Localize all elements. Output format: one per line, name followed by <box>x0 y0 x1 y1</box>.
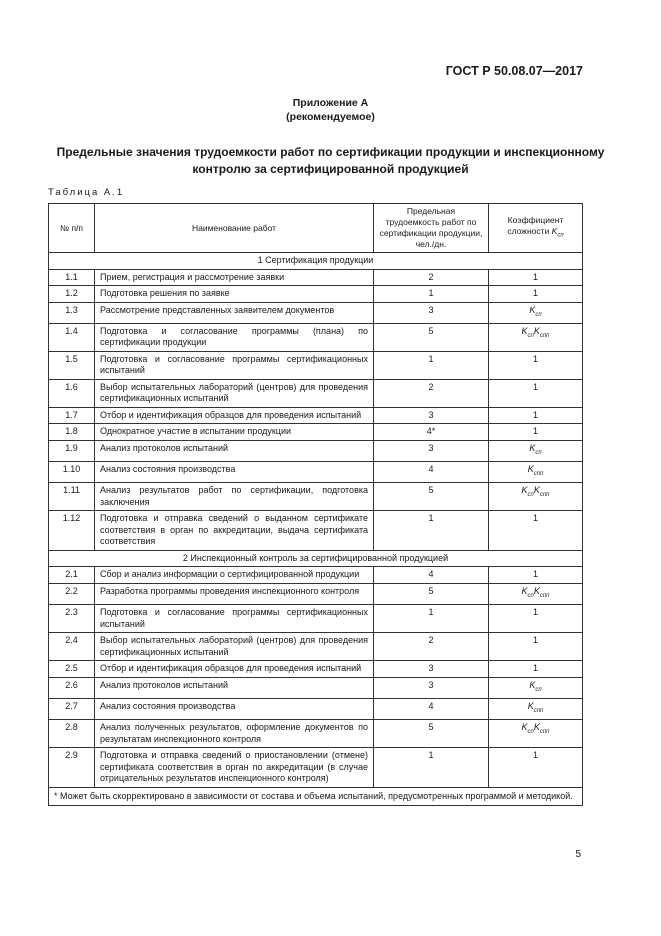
coefficient-subscript: сп <box>527 729 534 736</box>
coefficient-symbol <box>521 722 534 736</box>
table-row <box>49 511 583 551</box>
row-number: 1.5 <box>49 351 95 379</box>
work-name: Подготовка решения по заявке <box>95 286 374 303</box>
table-row <box>49 633 583 661</box>
labor-value: 2 <box>374 269 489 286</box>
labor-value: 1 <box>374 748 489 788</box>
coefficient-value <box>489 462 583 483</box>
row-number: 1.7 <box>49 407 95 424</box>
coefficient-value <box>489 483 583 511</box>
row-number: 2.9 <box>49 748 95 788</box>
coefficient-number: 1 <box>532 409 538 420</box>
coefficient-letter: K <box>533 722 540 733</box>
coefficient-symbol <box>551 225 564 239</box>
table-row <box>49 661 583 678</box>
table-row <box>49 407 583 424</box>
coefficient-subscript: сп <box>527 492 534 499</box>
row-number: 2.1 <box>49 567 95 584</box>
labor-value: 5 <box>374 483 489 511</box>
row-number: 1.3 <box>49 302 95 323</box>
table-header-row <box>49 204 583 253</box>
table-row <box>49 462 583 483</box>
coefficient-letter: K <box>527 464 534 475</box>
coefficient-subscript: спп <box>539 332 550 339</box>
coefficient-symbol <box>533 485 550 499</box>
col-header-name: Наименование работ <box>95 204 374 253</box>
coefficient-subscript: сп <box>535 311 542 318</box>
row-number: 2.7 <box>49 698 95 719</box>
coefficient-letter: K <box>527 700 534 711</box>
labor-value: 3 <box>374 677 489 698</box>
work-name: Однократное участие в испытании продукции <box>95 424 374 441</box>
table-row <box>49 440 583 461</box>
table-row <box>49 351 583 379</box>
row-number: 2.5 <box>49 661 95 678</box>
labor-value: 1 <box>374 286 489 303</box>
row-number: 1.2 <box>49 286 95 303</box>
coefficient-value <box>489 440 583 461</box>
row-number: 2.3 <box>49 605 95 633</box>
col-header-labor: Предельная трудоемкость работ по сертификации продукции, чел./дн. <box>374 204 489 253</box>
coefficient-symbol <box>529 679 542 693</box>
row-number: 1.10 <box>49 462 95 483</box>
labor-value: 3 <box>374 407 489 424</box>
work-name: Подготовка и согласование программы сертификационных испытаний <box>95 605 374 633</box>
table-row <box>49 269 583 286</box>
coefficient-number: 1 <box>532 288 538 298</box>
coefficient-letter: K <box>533 485 540 496</box>
work-name: Анализ протоколов испытаний <box>95 440 374 461</box>
document-heading: Предельные значения трудоемкости работ по сертификации продукции и инспекционному контролю за сертифицированной продукцией <box>56 145 605 176</box>
coefficient-value <box>489 633 583 661</box>
work-name: Выбор испытательных лабораторий (центров) для проведения сертификационных испытаний <box>95 379 374 407</box>
coefficient-letter: K <box>551 225 558 236</box>
coefficient-symbol <box>527 700 544 714</box>
table-row <box>49 605 583 633</box>
table-row <box>49 302 583 323</box>
labor-table <box>48 203 583 806</box>
coefficient-symbol <box>521 325 534 339</box>
coefficient-value <box>489 286 583 303</box>
coefficient-number: 1 <box>532 353 538 364</box>
work-name: Анализ полученных результатов, оформление документов по результатам инспекционного контроля <box>95 720 374 748</box>
coefficient-symbol <box>533 325 550 339</box>
coefficient-subscript: спп <box>539 492 550 499</box>
work-name: Подготовка и согласование программы (плана) по сертификации продукции <box>95 323 374 351</box>
coefficient-value <box>489 567 583 584</box>
row-number: 2.4 <box>49 633 95 661</box>
section-title: 1 Сертификация продукции <box>49 253 583 270</box>
labor-value: 2 <box>374 379 489 407</box>
coefficient-letter: K <box>521 325 528 336</box>
table-label: Таблица А.1 <box>48 187 125 198</box>
labor-value: 4* <box>374 424 489 441</box>
labor-value: 3 <box>374 440 489 461</box>
coefficient-letter: K <box>533 585 540 596</box>
coefficient-number: 1 <box>532 513 538 524</box>
coefficient-number: 1 <box>532 750 538 761</box>
work-name: Подготовка и согласование программы сертификационных испытаний <box>95 351 374 379</box>
work-name: Анализ состояния производства <box>95 462 374 483</box>
work-name: Анализ протоколов испытаний <box>95 677 374 698</box>
coefficient-subscript: спп <box>533 470 544 477</box>
work-name: Подготовка и отправка сведений о выданном сертификате соответствия в орган по аккредитации, выдача сертификата соответствия <box>95 511 374 551</box>
table-row <box>49 720 583 748</box>
appendix-heading <box>0 96 661 124</box>
coefficient-letter: K <box>529 304 536 315</box>
standard-designation: ГОСТ Р 50.08.07—2017 <box>445 64 583 78</box>
coefficient-symbol <box>533 585 550 599</box>
row-number: 1.11 <box>49 483 95 511</box>
work-name: Выбор испытательных лабораторий (центров) для проведения сертификационных испытаний <box>95 633 374 661</box>
work-name: Разработка программы проведения инспекционного контроля <box>95 583 374 604</box>
section-title: 2 Инспекционный контроль за сертифицированной продукцией <box>49 550 583 567</box>
coefficient-number: 1 <box>532 635 538 646</box>
coefficient-letter: K <box>529 442 536 453</box>
work-name: Анализ результатов работ по сертификации, подготовка заключения <box>95 483 374 511</box>
coefficient-subscript: сп <box>527 592 534 599</box>
table-row <box>49 323 583 351</box>
appendix-title: Приложение А <box>292 97 369 109</box>
coefficient-value <box>489 511 583 551</box>
row-number: 2.8 <box>49 720 95 748</box>
coefficient-value <box>489 269 583 286</box>
table-row <box>49 698 583 719</box>
work-name: Рассмотрение представленных заявителем документов <box>95 302 374 323</box>
coefficient-symbol <box>533 722 550 736</box>
work-name: Подготовка и отправка сведений о приостановлении (отмене) сертификата соответствия в орган по аккредитации (в случае отрицательных результатов инспекционного контроля) <box>95 748 374 788</box>
coefficient-letter: K <box>529 679 536 690</box>
table-row <box>49 379 583 407</box>
coefficient-symbol <box>521 485 534 499</box>
coefficient-value <box>489 720 583 748</box>
row-number: 1.6 <box>49 379 95 407</box>
coefficient-letter: K <box>521 585 528 596</box>
labor-value: 5 <box>374 720 489 748</box>
row-number: 1.4 <box>49 323 95 351</box>
table-row <box>49 424 583 441</box>
coefficient-value <box>489 323 583 351</box>
work-name: Сбор и анализ информации о сертифицированной продукции <box>95 567 374 584</box>
row-number: 2.2 <box>49 583 95 604</box>
coefficient-symbol <box>529 304 542 318</box>
labor-value: 1 <box>374 511 489 551</box>
coefficient-value <box>489 351 583 379</box>
coefficient-subscript: сп <box>535 686 542 693</box>
col-header-coefficient <box>489 204 583 253</box>
coefficient-value <box>489 424 583 441</box>
appendix-subtitle: (рекомендуемое) <box>286 111 375 123</box>
col-header-coefficient-text: Коэффициент сложности <box>507 214 564 236</box>
coefficient-subscript: сп <box>527 332 534 339</box>
table-row <box>49 583 583 604</box>
coefficient-value <box>489 583 583 604</box>
coefficient-letter: K <box>521 485 528 496</box>
coefficient-subscript: спп <box>533 707 544 714</box>
row-number: 1.9 <box>49 440 95 461</box>
coefficient-symbol <box>527 464 544 477</box>
section-row <box>49 550 583 567</box>
coefficient-subscript: сп <box>535 449 542 456</box>
coefficient-value <box>489 748 583 788</box>
work-name: Прием, регистрация и рассмотрение заявки <box>95 269 374 286</box>
page-number: 5 <box>575 849 581 860</box>
coefficient-number: 1 <box>532 426 538 437</box>
coefficient-value <box>489 302 583 323</box>
coefficient-value <box>489 677 583 698</box>
coefficient-subscript: сп <box>557 232 564 239</box>
coefficient-subscript: спп <box>539 729 550 736</box>
labor-value: 1 <box>374 351 489 379</box>
coefficient-letter: K <box>533 325 540 336</box>
work-name: Отбор и идентификация образцов для проведения испытаний <box>95 661 374 678</box>
coefficient-number: 1 <box>532 607 538 618</box>
coefficient-number: 1 <box>532 381 538 392</box>
table-row <box>49 483 583 511</box>
col-header-number: № п/п <box>49 204 95 253</box>
table-footnote: * Может быть скорректировано в зависимости от состава и объема испытаний, предусмотренных программой и методикой. <box>49 787 583 805</box>
row-number: 1.1 <box>49 269 95 286</box>
table-row <box>49 748 583 788</box>
coefficient-number: 1 <box>532 663 538 674</box>
row-number: 1.8 <box>49 424 95 441</box>
coefficient-number: 1 <box>532 271 538 282</box>
labor-value: 4 <box>374 462 489 483</box>
coefficient-value <box>489 661 583 678</box>
coefficient-symbol <box>521 585 534 599</box>
labor-value: 5 <box>374 323 489 351</box>
labor-value: 5 <box>374 583 489 604</box>
labor-value: 4 <box>374 698 489 719</box>
row-number: 2.6 <box>49 677 95 698</box>
work-name: Анализ состояния производства <box>95 698 374 719</box>
labor-value: 3 <box>374 302 489 323</box>
table-row <box>49 567 583 584</box>
section-row <box>49 253 583 270</box>
row-number: 1.12 <box>49 511 95 551</box>
labor-value: 3 <box>374 661 489 678</box>
coefficient-number: 1 <box>532 569 538 580</box>
coefficient-value <box>489 698 583 719</box>
coefficient-subscript: спп <box>539 592 550 599</box>
coefficient-symbol <box>529 442 542 456</box>
labor-value: 4 <box>374 567 489 584</box>
coefficient-value <box>489 605 583 633</box>
table-row <box>49 286 583 303</box>
coefficient-letter: K <box>521 722 528 733</box>
table-row <box>49 677 583 698</box>
table-body <box>49 253 583 788</box>
footnote-row <box>49 787 583 805</box>
work-name: Отбор и идентификация образцов для проведения испытаний <box>95 407 374 424</box>
coefficient-value <box>489 379 583 407</box>
labor-value: 2 <box>374 633 489 661</box>
coefficient-value <box>489 407 583 424</box>
labor-value: 1 <box>374 605 489 633</box>
